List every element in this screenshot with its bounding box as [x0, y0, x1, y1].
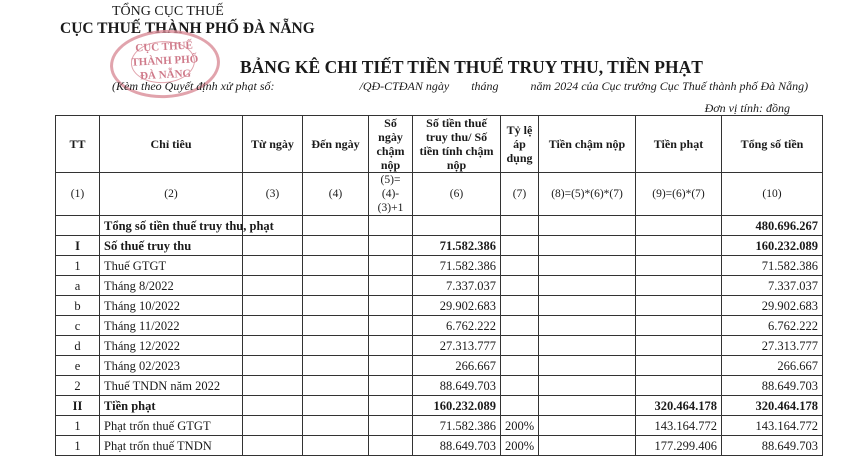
- table-header-row: [56, 116, 823, 173]
- cell-to: [303, 276, 369, 296]
- cell-days: [369, 216, 413, 236]
- cell-tt: 1: [56, 256, 100, 276]
- cell-label: Thuế TNDN năm 2022: [100, 376, 243, 396]
- cell-total: 6.762.222: [722, 316, 823, 336]
- cell-late: [539, 256, 636, 276]
- cell-to: [303, 356, 369, 376]
- cell-to: [303, 256, 369, 276]
- cell-label: Phạt trốn thuế TNDN: [100, 436, 243, 456]
- cell-rate: [501, 216, 539, 236]
- cell-days: [369, 256, 413, 276]
- cell-total: 160.232.089: [722, 236, 823, 256]
- formula-cell: (2): [100, 173, 243, 216]
- cell-penalty: 177.299.406: [636, 436, 722, 456]
- cell-penalty: [636, 236, 722, 256]
- cell-rate: [501, 256, 539, 276]
- cell-rate: [501, 356, 539, 376]
- cell-total: 266.667: [722, 356, 823, 376]
- cell-amount: 160.232.089: [413, 396, 501, 416]
- cell-from: [243, 376, 303, 396]
- table-row: [56, 316, 823, 336]
- cell-days: [369, 376, 413, 396]
- col-header: Tỷ lệ áp dụng: [501, 116, 539, 173]
- cell-amount: 7.337.037: [413, 276, 501, 296]
- cell-penalty: 143.164.772: [636, 416, 722, 436]
- cell-amount: [413, 216, 501, 236]
- cell-late: [539, 276, 636, 296]
- subtitle-part-c: tháng: [471, 79, 499, 93]
- cell-penalty: [636, 296, 722, 316]
- cell-days: [369, 236, 413, 256]
- col-header: Đến ngày: [303, 116, 369, 173]
- table-row: [56, 416, 823, 436]
- formula-cell: (6): [413, 173, 501, 216]
- cell-penalty: [636, 356, 722, 376]
- cell-from: [243, 416, 303, 436]
- formula-cell: (7): [501, 173, 539, 216]
- cell-rate: [501, 316, 539, 336]
- cell-late: [539, 216, 636, 236]
- formula-cell: (4): [303, 173, 369, 216]
- formula-cell: (3): [243, 173, 303, 216]
- formula-cell: (9)=(6)*(7): [636, 173, 722, 216]
- cell-total: 7.337.037: [722, 276, 823, 296]
- cell-from: [243, 276, 303, 296]
- cell-total: 143.164.772: [722, 416, 823, 436]
- cell-penalty: [636, 256, 722, 276]
- table-row: [56, 276, 823, 296]
- cell-tt: e: [56, 356, 100, 376]
- seal-text-line2: THÀNH PHỐ: [131, 53, 199, 69]
- cell-rate: [501, 376, 539, 396]
- col-header: Từ ngày: [243, 116, 303, 173]
- cell-total: 480.696.267: [722, 216, 823, 236]
- formula-cell: (5)=(4)-(3)+1: [369, 173, 413, 216]
- cell-rate: [501, 276, 539, 296]
- cell-total: 71.582.386: [722, 256, 823, 276]
- table-row: [56, 436, 823, 456]
- table-row: [56, 296, 823, 316]
- cell-amount: 71.582.386: [413, 236, 501, 256]
- subtitle-part-d: năm 2024 của Cục trưởng Cục Thuế thành phố Đà Nẵng): [530, 79, 809, 93]
- col-header: Số tiền thuế truy thu/ Số tiền tính chậm nộp: [413, 116, 501, 173]
- unit-label: Đơn vị tính: đồng: [704, 101, 790, 115]
- col-header: Tiền phạt: [636, 116, 722, 173]
- cell-late: [539, 316, 636, 336]
- cell-to: [303, 436, 369, 456]
- cell-days: [369, 436, 413, 456]
- cell-total: 88.649.703: [722, 376, 823, 396]
- cell-late: [539, 396, 636, 416]
- cell-label: Tháng 12/2022: [100, 336, 243, 356]
- cell-rate: [501, 336, 539, 356]
- table-row: [56, 216, 823, 236]
- cell-from: [243, 396, 303, 416]
- cell-rate: 200%: [501, 436, 539, 456]
- cell-from: [243, 336, 303, 356]
- cell-to: [303, 316, 369, 336]
- table-row: [56, 376, 823, 396]
- subtitle-part-b: /QĐ-CTĐAN ngày: [359, 79, 450, 93]
- tax-detail-table: [55, 115, 823, 456]
- cell-amount: 6.762.222: [413, 316, 501, 336]
- cell-rate: [501, 396, 539, 416]
- cell-rate: [501, 236, 539, 256]
- cell-late: [539, 236, 636, 256]
- col-header: Số ngày chậm nộp: [369, 116, 413, 173]
- cell-to: [303, 336, 369, 356]
- cell-tt: 2: [56, 376, 100, 396]
- cell-late: [539, 336, 636, 356]
- cell-amount: 29.902.683: [413, 296, 501, 316]
- cell-rate: 200%: [501, 416, 539, 436]
- cell-from: [243, 316, 303, 336]
- cell-total: 320.464.178: [722, 396, 823, 416]
- cell-penalty: [636, 336, 722, 356]
- cell-amount: 71.582.386: [413, 416, 501, 436]
- cell-tt: 1: [56, 436, 100, 456]
- cell-to: [303, 376, 369, 396]
- cell-tt: 1: [56, 416, 100, 436]
- formula-row: [56, 173, 823, 216]
- cell-days: [369, 336, 413, 356]
- cell-label: Tháng 02/2023: [100, 356, 243, 376]
- cell-amount: 27.313.777: [413, 336, 501, 356]
- cell-days: [369, 296, 413, 316]
- col-header: Chỉ tiêu: [100, 116, 243, 173]
- cell-tt: I: [56, 236, 100, 256]
- cell-from: [243, 296, 303, 316]
- table-row: [56, 336, 823, 356]
- col-header: Tiền chậm nộp: [539, 116, 636, 173]
- cell-rate: [501, 296, 539, 316]
- cell-penalty: [636, 376, 722, 396]
- cell-days: [369, 396, 413, 416]
- cell-tt: II: [56, 396, 100, 416]
- cell-late: [539, 296, 636, 316]
- cell-to: [303, 236, 369, 256]
- cell-from: [243, 436, 303, 456]
- cell-tt: d: [56, 336, 100, 356]
- formula-cell: (1): [56, 173, 100, 216]
- cell-late: [539, 416, 636, 436]
- cell-total: 88.649.703: [722, 436, 823, 456]
- table-row: [56, 396, 823, 416]
- cell-amount: 88.649.703: [413, 376, 501, 396]
- document-subtitle: [112, 79, 808, 94]
- cell-penalty: [636, 276, 722, 296]
- cell-label: Thuế GTGT: [100, 256, 243, 276]
- cell-penalty: [636, 316, 722, 336]
- org-name-line1: TỔNG CỤC THUẾ: [112, 4, 224, 19]
- cell-label: Tiền phạt: [100, 396, 243, 416]
- cell-total: 29.902.683: [722, 296, 823, 316]
- cell-tt: [56, 216, 100, 236]
- cell-from: [243, 256, 303, 276]
- cell-to: [303, 396, 369, 416]
- cell-late: [539, 376, 636, 396]
- cell-label: Tháng 8/2022: [100, 276, 243, 296]
- cell-total: 27.313.777: [722, 336, 823, 356]
- org-name-line2: CỤC THUẾ THÀNH PHỐ ĐÀ NẴNG: [60, 20, 315, 37]
- seal-text-line3: ĐÀ NẴNG: [139, 67, 192, 83]
- cell-days: [369, 316, 413, 336]
- cell-to: [303, 216, 369, 236]
- cell-from: [243, 236, 303, 256]
- cell-days: [369, 416, 413, 436]
- cell-label: Phạt trốn thuế GTGT: [100, 416, 243, 436]
- cell-label: Tổng số tiền thuế truy thu, phạt: [100, 216, 243, 236]
- formula-cell: (8)=(5)*(6)*(7): [539, 173, 636, 216]
- formula-cell: (10): [722, 173, 823, 216]
- table-row: [56, 356, 823, 376]
- col-header: TT: [56, 116, 100, 173]
- table-row: [56, 256, 823, 276]
- cell-label: Tháng 10/2022: [100, 296, 243, 316]
- cell-tt: a: [56, 276, 100, 296]
- cell-amount: 266.667: [413, 356, 501, 376]
- cell-to: [303, 296, 369, 316]
- cell-tt: b: [56, 296, 100, 316]
- table-row: [56, 236, 823, 256]
- cell-label: Tháng 11/2022: [100, 316, 243, 336]
- cell-amount: 88.649.703: [413, 436, 501, 456]
- cell-to: [303, 416, 369, 436]
- cell-days: [369, 276, 413, 296]
- cell-from: [243, 356, 303, 376]
- seal-text-line1: CỤC THUẾ: [135, 39, 194, 55]
- cell-penalty: [636, 216, 722, 236]
- col-header: Tổng số tiền: [722, 116, 823, 173]
- subtitle-part-a: (Kèm theo Quyết định xử phạt số:: [112, 79, 275, 93]
- cell-days: [369, 356, 413, 376]
- cell-label: Số thuế truy thu: [100, 236, 243, 256]
- cell-late: [539, 356, 636, 376]
- cell-tt: c: [56, 316, 100, 336]
- cell-amount: 71.582.386: [413, 256, 501, 276]
- document-title: BẢNG KÊ CHI TIẾT TIỀN THUẾ TRUY THU, TIỀN PHẠT: [240, 57, 703, 77]
- cell-late: [539, 436, 636, 456]
- cell-penalty: 320.464.178: [636, 396, 722, 416]
